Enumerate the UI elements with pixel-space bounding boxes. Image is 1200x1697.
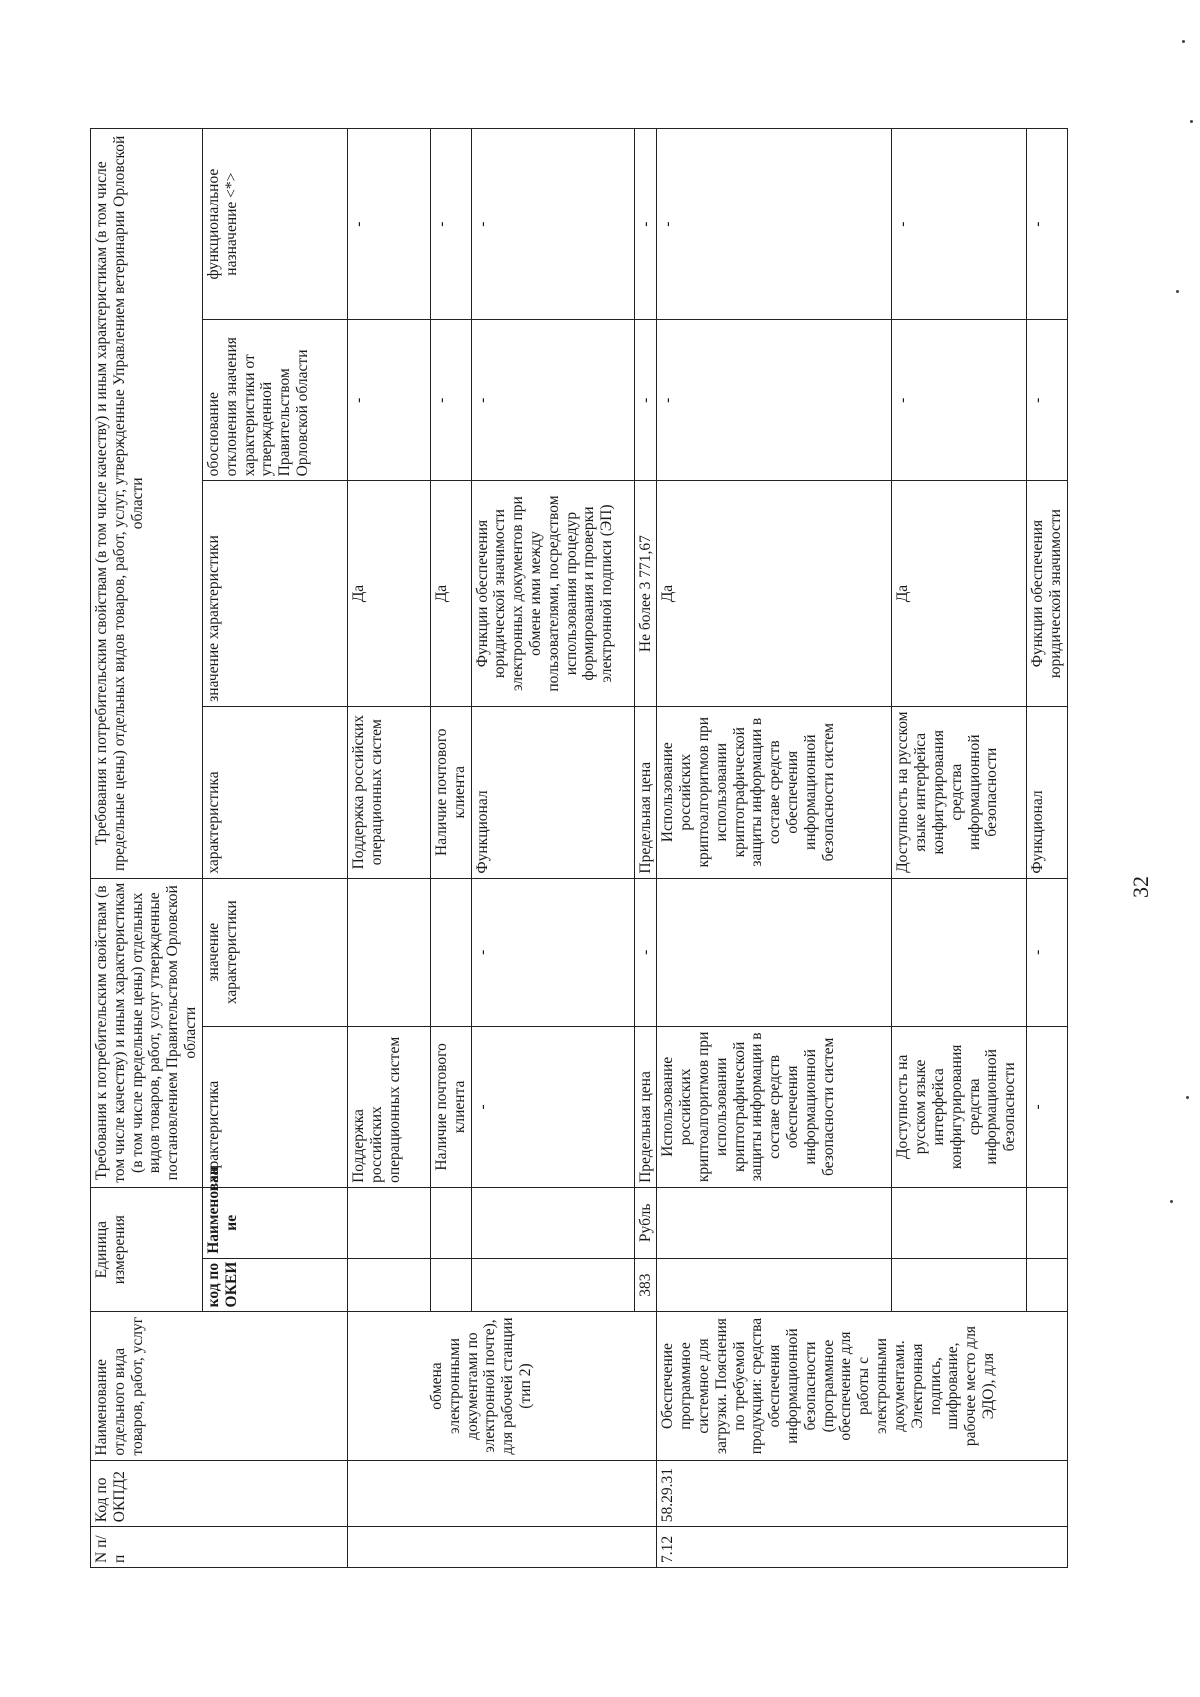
table-row: 383 Рубль Предельная цена - Предельная цена Не более 3 771,67 - - <box>634 129 657 1568</box>
col-vet-char-header: характеристика <box>202 706 347 878</box>
col-gov-req-header: Требования к потребительским свойствам (в том числе качеству) и иным характеристикам (в том числе предельные цены) отдельных видов товаров, работ, услуг утвержденные постановлением Правительством Орловской области <box>91 878 203 1187</box>
col-gov-char-header: характеристика <box>202 1026 347 1187</box>
rotated-document <box>40 98 1160 1598</box>
col-gov-value-header: значение характеристики <box>202 878 347 1026</box>
item-okpd: 58.29.31 <box>657 1460 1068 1527</box>
col-num-header: N п/п <box>91 1527 348 1568</box>
col-vet-justification-header: обоснование отклонения значения характеристики от утвержденной Правительством Орловской области <box>202 320 347 481</box>
table-row: обмена электронными документами по электронной почте), для рабочей станции (тип 2) Поддержка российских операционных систем Поддержка российских операционных систем Да - - <box>347 129 430 1568</box>
col-okpd-header: Код по ОКПД2 <box>91 1460 348 1527</box>
table-row: - - Функционал Функции обеспечения юридической значимости электронных документов при обмене ими между пользователями, посредством использования процедур формирования и проверки электронной подписи (ЭП) - - <box>471 129 634 1568</box>
col-unit-header: Единица измерения <box>91 1187 203 1312</box>
header-row-1 <box>91 129 203 1568</box>
col-unit-name-header: Наименован ие <box>202 1187 347 1258</box>
prev-product-name: обмена электронными документами по электронной почте), для рабочей станции (тип 2) <box>347 1312 656 1460</box>
item-name: Обеспечение программное системное для загрузки. Пояснения по требуемой продукции: средства обеспечения информационной безопасности (программное обеспечение для работы с электронными документами. Электронная подпись, шифрование, рабочее место для ЭДО), для <box>657 1312 1068 1460</box>
page-number: 32 <box>1128 876 1153 898</box>
col-unit-code-header: код по ОКЕИ <box>202 1258 347 1312</box>
col-name-header: Наименование отдельного вида товаров, работ, услуг <box>91 1312 348 1460</box>
requirements-table <box>90 128 1068 1568</box>
table-row: Доступность на русском языке интерфейса конфигурирования средства информационной безопасности Доступность на русском языке интерфейса конфигурирования средства информационной безопасности Да - - <box>892 129 1027 1568</box>
table-row-7-12: 7.12 58.29.31 Обеспечение программное системное для загрузки. Пояснения по требуемой продукции: средства обеспечения информационной безопасности (программное обеспечение для работы с электронными документами. Электронная подпись, шифрование, рабочее место для ЭДО), для Использование российских криптоалгоритмов при использовании криптографической защиты информации в составе средств обеспечения информационной безопасности систем Использование российских криптоалгоритмов при использовании криптографической защиты информации в составе средств обеспечения информационной безопасности систем Да - - <box>657 129 892 1568</box>
col-vet-value-header: значение характеристики <box>202 481 347 707</box>
table-row: - - Функционал Функции обеспечения юридической значимости - - <box>1027 129 1068 1568</box>
item-num: 7.12 <box>657 1527 1068 1568</box>
col-vet-req-header: Требования к потребительским свойствам (в том числе качеству) и иным характеристикам (в том числе предельные цены) отдельных видов товаров, работ, услуг, утвержденные Управлением ветеринарии Орловской области <box>91 129 203 879</box>
col-vet-purpose-header: функциональное назначение <*> <box>202 129 347 320</box>
table-row: Наличие почтового клиента Наличие почтового клиента Да - - <box>430 129 471 1568</box>
